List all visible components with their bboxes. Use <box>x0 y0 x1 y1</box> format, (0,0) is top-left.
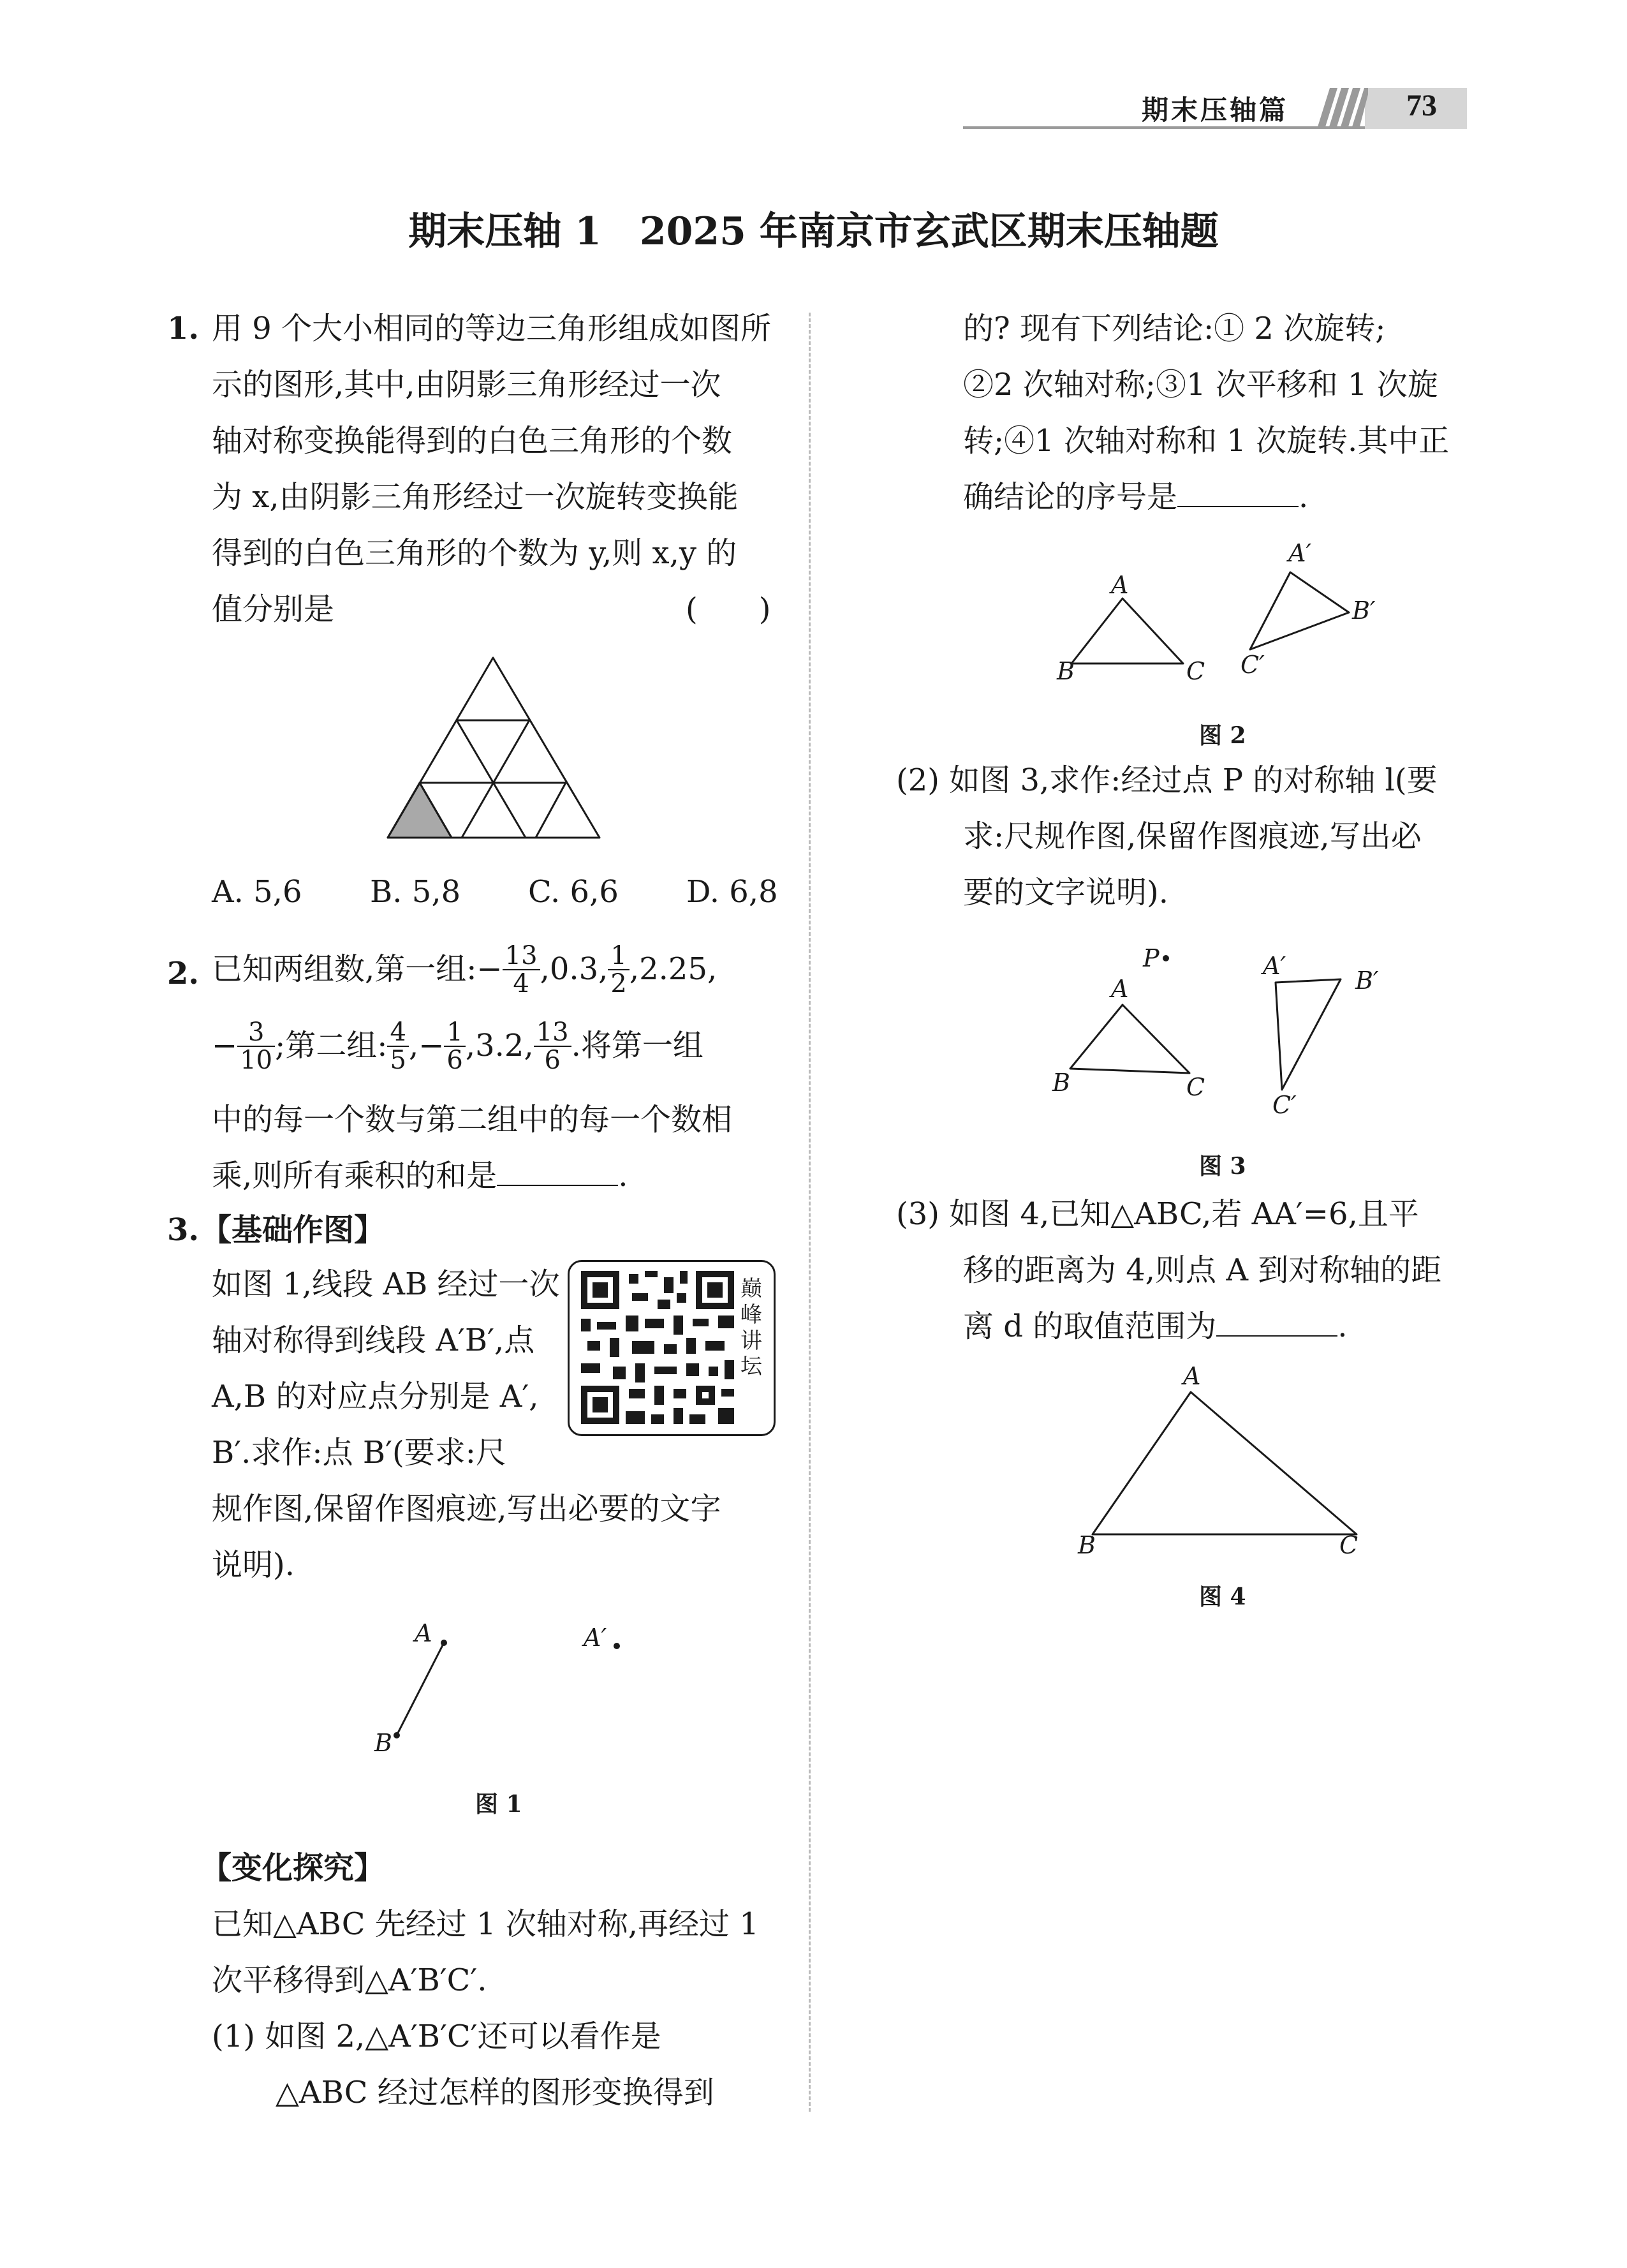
fig1-label-b: B <box>374 1729 392 1757</box>
qr-code-card[interactable] <box>568 1260 776 1436</box>
part1-text: . <box>1299 479 1309 515</box>
q3-number: 3. <box>167 1212 200 1248</box>
header-stripes-icon <box>1317 88 1368 129</box>
qr-code-icon[interactable] <box>581 1271 734 1424</box>
answer-blank[interactable] <box>1177 480 1299 507</box>
part1-cont-line-last <box>963 479 1308 516</box>
q1-option-a[interactable]: A. 5,6 <box>212 874 302 910</box>
qr-caption-char: 讲 <box>740 1328 762 1354</box>
q1-line: 值分别是 <box>212 591 335 627</box>
fig2-label-a-prime: A′ <box>1288 539 1312 567</box>
page-title: 期末压轴 1 2025 年南京市玄武区期末压轴题 <box>408 209 1219 254</box>
qr-caption <box>739 1276 764 1380</box>
q3-line: A,B 的对应点分别是 A′, <box>212 1379 539 1414</box>
fig4-label-b: B <box>1078 1531 1096 1559</box>
q1-line: 得到的白色三角形的个数为 y,则 x,y 的 <box>212 535 737 571</box>
part1-cont-line: ②2 次轴对称;③1 次平移和 1 次旋 <box>963 367 1438 403</box>
q1-number: 1. <box>167 311 200 346</box>
part2-line: (2) 如图 3,求作:经过点 P 的对称轴 l(要 <box>896 762 1438 798</box>
q2-text: ,− <box>408 1028 445 1064</box>
fraction-denominator: 4 <box>513 969 529 998</box>
q2-line-3: 中的每一个数与第二组中的每一个数相 <box>212 1102 733 1138</box>
fraction-denominator: 6 <box>446 1046 463 1075</box>
q2-line-2 <box>212 1011 703 1081</box>
part2-line: 要的文字说明). <box>963 875 1168 910</box>
part1-cont-line: 转;④1 次轴对称和 1 次旋转.其中正 <box>963 423 1450 459</box>
q2-text: 乘,则所有乘积的和是 <box>212 1158 497 1194</box>
qr-caption-char: 坛 <box>740 1354 762 1380</box>
answer-blank[interactable] <box>1216 1310 1337 1337</box>
fraction <box>237 1019 275 1074</box>
explore-line: 已知△ABC 先经过 1 次轴对称,再经过 1 <box>212 1906 759 1942</box>
q2-text: ,0.3, <box>540 951 608 988</box>
q3-line: 说明). <box>212 1547 295 1583</box>
fig1-label-a-prime: A′ <box>584 1624 607 1652</box>
fig2-label-b: B <box>1057 657 1075 685</box>
q1-line: 示的图形,其中,由阴影三角形经过一次 <box>212 367 721 403</box>
fig3-label-a: A <box>1111 975 1129 1003</box>
q1-answer-paren: ( ) <box>686 591 771 627</box>
part1-cont-line: 的? 现有下列结论:① 2 次旋转; <box>963 311 1386 346</box>
fig2-label-c-prime: C′ <box>1240 651 1265 679</box>
fig4-label-a: A <box>1183 1362 1201 1390</box>
q3-line: 规作图,保留作图痕迹,写出必要的文字 <box>212 1491 721 1527</box>
part1-line: (1) 如图 2,△A′B′C′还可以看作是 <box>212 2019 661 2054</box>
fig1-caption: 图 1 <box>475 1791 522 1818</box>
fig1-label-a: A <box>415 1619 432 1647</box>
fraction-numerator: 4 <box>387 1019 408 1047</box>
fig3-label-c: C <box>1186 1073 1205 1101</box>
fig3-label-p: P <box>1143 944 1160 972</box>
fig2-label-b-prime: B′ <box>1352 597 1376 625</box>
fig3-label-c-prime: C′ <box>1272 1091 1297 1119</box>
q1-line: 用 9 个大小相同的等边三角形组成如图所 <box>212 311 772 346</box>
fig2-label-a: A <box>1111 571 1129 599</box>
fig2-label-c: C <box>1186 657 1205 685</box>
q2-line-1 <box>212 935 717 1005</box>
part1-text: 确结论的序号是 <box>963 479 1178 515</box>
q2-text: ;第二组: <box>275 1028 388 1064</box>
fig3-label-b: B <box>1052 1069 1070 1097</box>
q3-line: B′.求作:点 B′(要求:尺 <box>212 1435 506 1471</box>
fraction-numerator: 13 <box>503 942 540 970</box>
q2-text: 已知两组数,第一组:− <box>212 951 503 988</box>
part1-line: △ABC 经过怎样的图形变换得到 <box>276 2075 714 2110</box>
fraction-denominator: 10 <box>240 1046 273 1075</box>
fraction <box>608 942 629 997</box>
q2-text: ,2.25, <box>629 951 718 988</box>
q1-line: 轴对称变换能得到的白色三角形的个数 <box>212 423 733 459</box>
qr-caption-char: 峰 <box>740 1301 762 1328</box>
q2-text: .将第一组 <box>571 1028 703 1064</box>
q1-option-c[interactable]: C. 6,6 <box>528 874 619 910</box>
column-divider <box>809 313 811 2112</box>
part3-text: . <box>1337 1308 1348 1344</box>
fraction-numerator: 3 <box>237 1019 275 1047</box>
fig3-label-a-prime: A′ <box>1263 952 1286 980</box>
q3-tag: 【基础作图】 <box>201 1212 385 1248</box>
part3-line-last <box>963 1308 1348 1345</box>
fraction-denominator: 6 <box>544 1046 561 1075</box>
q2-text: − <box>212 1028 238 1064</box>
fraction-numerator: 1 <box>608 942 629 970</box>
explore-tag: 【变化探究】 <box>201 1850 385 1886</box>
fig4-label-c: C <box>1339 1531 1358 1559</box>
part3-line: 移的距离为 4,则点 A 到对称轴的距 <box>963 1252 1442 1288</box>
q1-triangle-figure <box>383 654 606 842</box>
fraction-denominator: 2 <box>610 969 627 998</box>
q1-line: 为 x,由阴影三角形经过一次旋转变换能 <box>212 479 739 515</box>
q2-text: . <box>618 1158 628 1194</box>
fig2-caption: 图 2 <box>1199 722 1246 749</box>
fraction <box>503 942 540 997</box>
fraction <box>534 1019 571 1074</box>
figure-4 <box>1071 1372 1378 1544</box>
fraction <box>444 1019 465 1074</box>
fraction-numerator: 1 <box>444 1019 465 1047</box>
fraction <box>387 1019 408 1074</box>
fig4-caption: 图 4 <box>1199 1583 1246 1610</box>
q1-option-b[interactable]: B. 5,8 <box>370 874 461 910</box>
fig3-caption: 图 3 <box>1199 1153 1246 1180</box>
fig3-label-b-prime: B′ <box>1355 967 1379 995</box>
answer-blank[interactable] <box>497 1159 618 1186</box>
fraction-numerator: 13 <box>534 1019 571 1047</box>
header-section-title: 期末压轴篇 <box>1142 94 1289 126</box>
q2-number: 2. <box>167 956 200 991</box>
explore-line: 次平移得到△A′B′C′. <box>212 1962 487 1998</box>
part3-line: (3) 如图 4,已知△ABC,若 AA′=6,且平 <box>896 1196 1419 1232</box>
q1-option-d[interactable]: D. 6,8 <box>686 874 778 910</box>
fraction-denominator: 5 <box>390 1046 406 1075</box>
q2-text: ,3.2, <box>465 1028 534 1064</box>
part2-line: 求:尺规作图,保留作图痕迹,写出必 <box>963 819 1422 854</box>
q2-line-4 <box>212 1158 628 1195</box>
figure-3 <box>1046 938 1403 1123</box>
q3-line: 如图 1,线段 AB 经过一次 <box>212 1266 560 1302</box>
qr-caption-char: 巅 <box>740 1276 762 1301</box>
q3-line: 轴对称得到线段 A′B′,点 <box>212 1323 535 1358</box>
part3-text: 离 d 的取值范围为 <box>963 1308 1217 1344</box>
page-number: 73 <box>1406 89 1437 122</box>
